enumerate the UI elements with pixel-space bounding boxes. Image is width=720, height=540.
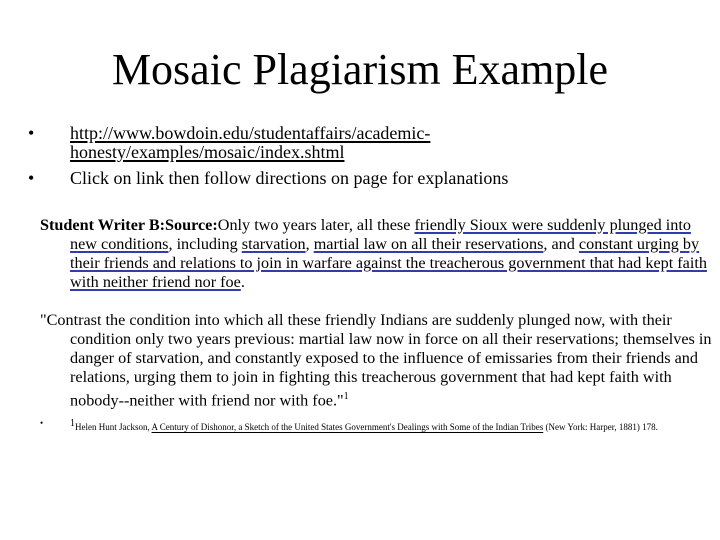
bullet-dot: • (28, 123, 35, 143)
plagiarized-phrase: martial law on all their reservations (313, 235, 544, 253)
footnote-bullet: • (40, 418, 44, 428)
bullet-dot: • (28, 168, 35, 188)
text-segment: . (240, 273, 245, 291)
footnote-text (70, 418, 680, 433)
instructions-text: Click on link then follow directions on page for explanations (70, 168, 509, 188)
source-quote (40, 311, 715, 410)
plagiarized-phrase: starvation (241, 235, 306, 253)
footnote-publication: (New York: Harper, 1881) 178. (543, 422, 658, 432)
bullet-list (24, 124, 704, 195)
footnote-marker: 1 (70, 418, 75, 429)
footnote (40, 418, 680, 433)
student-writer-b-paragraph (40, 216, 710, 292)
text-segment: , (305, 235, 314, 253)
bullet-item-instructions (24, 169, 704, 188)
footnote-book-title: A Century of Dishonor, a Sketch of the United States Government's Dealings with Some of the Indian Tribes (151, 422, 544, 432)
bullet-item-link (24, 124, 704, 162)
plagiarized-phrase: friendly Sioux were suddenly plunged into new conditions (70, 216, 691, 253)
footnote-author: Helen Hunt Jackson, (75, 422, 152, 432)
plagiarized-phrase: constant urging by their friends and relations to join in warfare against the treacherous government that had kept faith with neither friend nor foe (70, 235, 707, 291)
text-segment: , and (543, 235, 579, 253)
text-segment: Only two years later, all these (217, 216, 415, 234)
text-segment: , including (168, 235, 242, 253)
slide-title: Mosaic Plagiarism Example (111, 45, 609, 94)
quote-text: "Contrast the condition into which all these friendly Indians are suddenly plunged now, with their condition only two years previous: martial law now in force on all their reservations; themselves in danger of starvation, and constantly exposed to the influence of emissaries from their friends and relations, urging them to join in fighting this treacherous government that had kept faith with nobody--neither with friend nor with foe." (40, 311, 712, 410)
footnote-ref: 1 (343, 391, 349, 402)
student-writer-label: Student Writer B:Source: (40, 216, 218, 234)
bowdoin-link[interactable]: http://www.bowdoin.edu/studentaffairs/academic-honesty/examples/mosaic/index.shtml (70, 123, 431, 162)
